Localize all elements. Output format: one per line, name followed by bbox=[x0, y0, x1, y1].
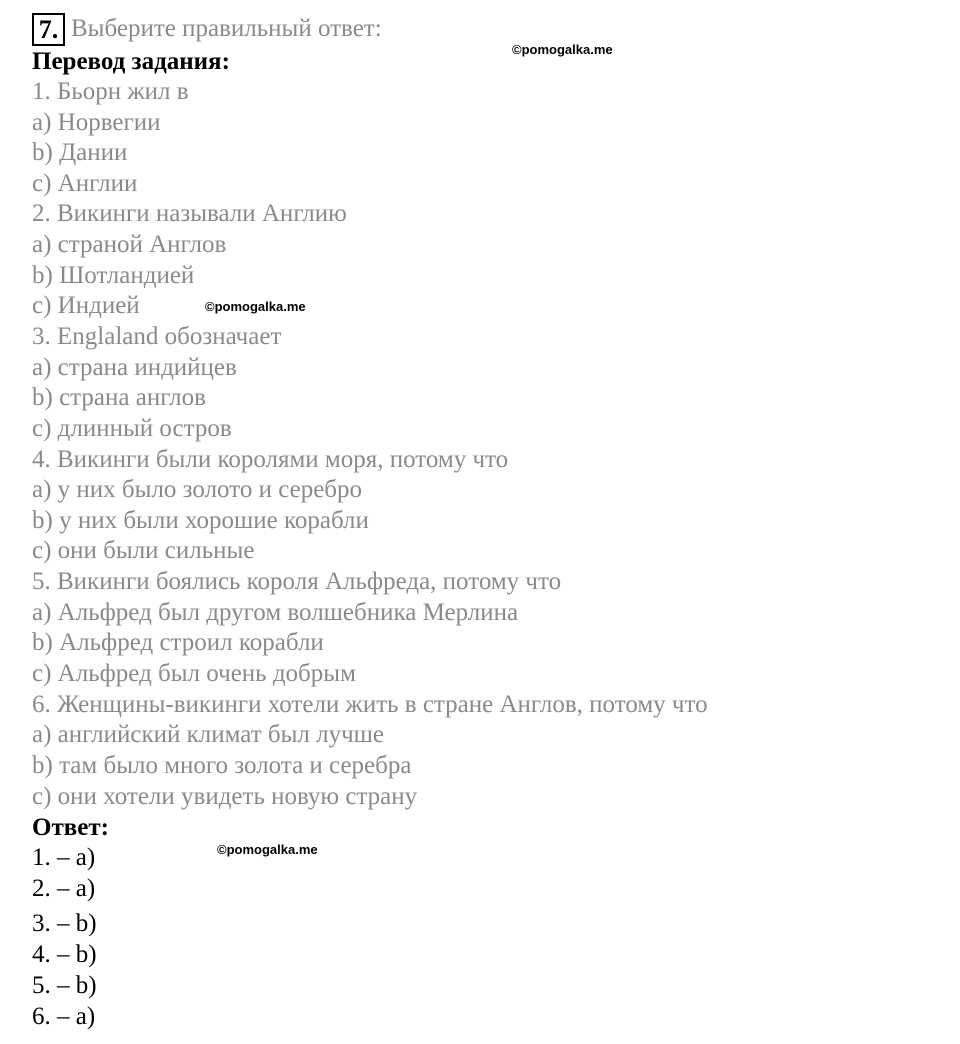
option-line: a) Альфред был другом волшебника Мерлина bbox=[32, 599, 519, 626]
watermark: ©pomogalka.me bbox=[512, 42, 613, 57]
answer-heading: Ответ: bbox=[32, 814, 109, 841]
option-line: c) длинный остров bbox=[32, 415, 232, 442]
option-line: b) Шотландией bbox=[32, 262, 195, 289]
option-line: c) они хотели увидеть новую страну bbox=[32, 783, 418, 810]
option-line: b) у них были хорошие корабли bbox=[32, 507, 369, 534]
option-line: b) Дании bbox=[32, 139, 128, 166]
task-title: Выберите правильный ответ: bbox=[71, 15, 382, 42]
watermark: ©pomogalka.me bbox=[217, 842, 318, 857]
answer-line: 2. – a) bbox=[32, 875, 96, 902]
question-line: 1. Бьорн жил в bbox=[32, 78, 189, 105]
answer-line: 3. – b) bbox=[32, 910, 97, 937]
task-number-box: 7. bbox=[32, 13, 65, 46]
option-line: b) Альфред строил корабли bbox=[32, 629, 324, 656]
translation-heading: Перевод задания: bbox=[32, 48, 230, 75]
option-line: b) страна англов bbox=[32, 384, 206, 411]
option-line: c) они были сильные bbox=[32, 537, 255, 564]
question-line: 2. Викинги называли Англию bbox=[32, 200, 347, 227]
answer-line: 6. – a) bbox=[32, 1003, 96, 1030]
option-line: c) Индией bbox=[32, 292, 140, 319]
answer-line: 4. – b) bbox=[32, 941, 97, 968]
option-line: a) Норвегии bbox=[32, 109, 161, 136]
option-line: a) английский климат был лучше bbox=[32, 721, 385, 748]
question-line: 4. Викинги были королями моря, потому что bbox=[32, 446, 509, 473]
task-header bbox=[32, 12, 382, 46]
option-line: a) страной Англов bbox=[32, 231, 227, 258]
option-line: a) у них было золото и серебро bbox=[32, 476, 363, 503]
question-line: 6. Женщины-викинги хотели жить в стране Англов, потому что bbox=[32, 691, 708, 718]
option-line: b) там было много золота и серебра bbox=[32, 752, 412, 779]
question-line: 3. Englaland обозначает bbox=[32, 323, 282, 350]
option-line: c) Альфред был очень добрым bbox=[32, 660, 356, 687]
option-line: a) страна индийцев bbox=[32, 354, 237, 381]
answer-line: 1. – a) bbox=[32, 844, 96, 871]
option-line: c) Англии bbox=[32, 170, 138, 197]
answer-line: 5. – b) bbox=[32, 972, 97, 999]
watermark: ©pomogalka.me bbox=[205, 299, 306, 314]
question-line: 5. Викинги боялись короля Альфреда, потому что bbox=[32, 568, 562, 595]
